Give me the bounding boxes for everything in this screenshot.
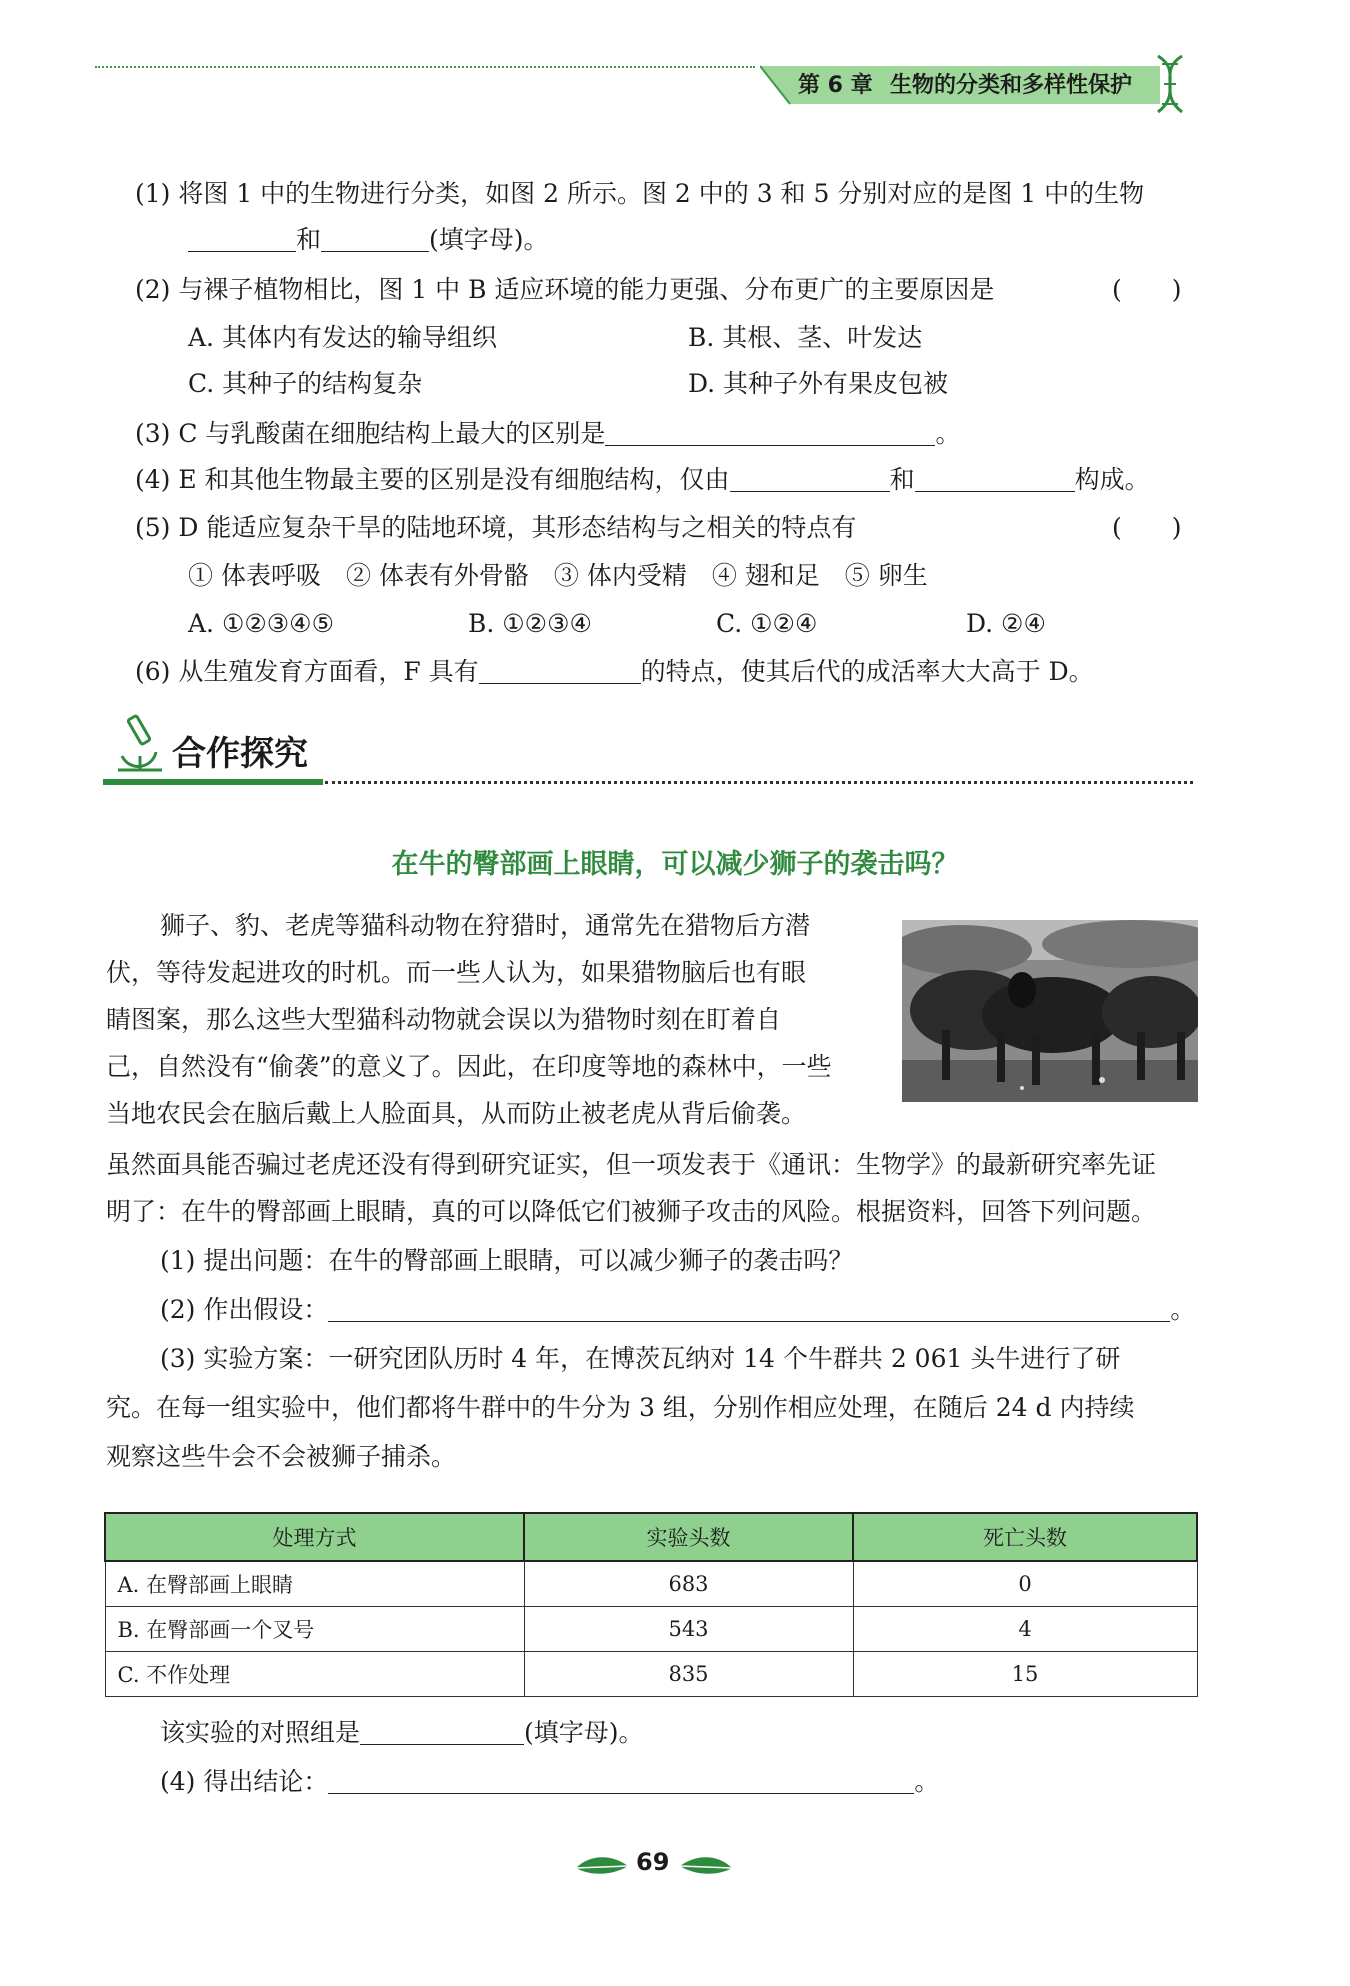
question-2-option-c: C. 其种子的结构复杂 [188,369,423,398]
question-4-text: (4) E 和其他生物最主要的区别是没有细胞结构，仅由 [135,465,730,494]
question-5: (5) D 能适应复杂干旱的陆地环境，其形态结构与之相关的特点有 [135,513,857,542]
inquiry-question-3-line2: 究。在每一组实验中，他们都将牛群中的牛分为 3 组，分别作相应处理，在随后 24 d 内持续 [106,1393,1135,1422]
section-title: 合作探究 [172,734,308,774]
control-group-text: 该实验的对照组是 [160,1718,361,1747]
question-6-text: (6) 从生殖发育方面看，F 具有 [135,657,479,686]
passage-line-4: 己，自然没有“偷袭”的意义了。因此，在印度等地的森林中，一些 [106,1052,832,1081]
control-group-end: (填字母)。 [524,1718,644,1747]
question-4-and: 和 [889,465,915,494]
cattle-photo [902,920,1198,1102]
question-3-end: 。 [935,419,961,448]
passage-line-6: 虽然面具能否骗过老虎还没有得到研究证实，但一项发表于《通讯：生物学》的最新研究率先证 [106,1150,1157,1179]
table-cell-deaths: 15 [853,1652,1197,1697]
chapter-title: 生物的分类和多样性保护 [890,73,1133,98]
question-5-option-a: A. ①②③④⑤ [188,609,335,638]
question-4 [135,462,1150,498]
answer-blank-q4b[interactable] [915,465,1075,492]
table-row [105,1561,1197,1607]
answer-blank-q6[interactable] [479,657,641,684]
question-1-and: 和 [296,225,322,254]
microscope-icon [112,712,168,776]
answer-blank-q4a[interactable] [730,465,890,492]
table-row [105,1607,1197,1652]
passage-line-3: 睛图案，那么这些大型猫科动物就会误以为猎物时刻在盯着自 [106,1005,782,1034]
question-1-end: (填字母)。 [429,225,549,254]
inquiry-question-4-end: 。 [914,1767,940,1796]
passage-line-5: 当地农民会在脑后戴上人脸面具，从而防止被老虎从背后偷袭。 [106,1099,807,1128]
question-3 [135,416,960,452]
inquiry-question-3-line3: 观察这些牛会不会被狮子捕杀。 [106,1442,457,1471]
table-cell-deaths: 0 [853,1561,1197,1607]
inquiry-question-1: (1) 提出问题：在牛的臀部画上眼睛，可以减少狮子的袭击吗？ [160,1246,854,1275]
question-5-answer-paren[interactable]: ( ) [1112,513,1182,542]
inquiry-question-2-text: (2) 作出假设： [160,1295,329,1324]
header-dotted-rule [95,66,755,68]
table-header-deaths: 死亡头数 [853,1513,1197,1561]
table-cell-treatment: C. 不作处理 [105,1652,524,1697]
inquiry-question-4-text: (4) 得出结论： [160,1767,329,1796]
question-3-text: (3) C 与乳酸菌在细胞结构上最大的区别是 [135,419,606,448]
experiment-table [104,1512,1198,1697]
table-cell-count: 683 [524,1561,853,1607]
section-subtitle: 在牛的臀部画上眼睛，可以减少狮子的袭击吗？ [391,849,959,880]
table-cell-treatment: A. 在臀部画上眼睛 [105,1561,524,1607]
question-6-end: 的特点，使其后代的成活率大大高于 D。 [640,657,1094,686]
dna-icon [1150,52,1190,116]
table-row [105,1652,1197,1697]
table-header-row [105,1513,1197,1561]
passage-line-2: 伏，等待发起进攻的时机。而一些人认为，如果猎物脑后也有眼 [106,958,807,987]
question-5-option-b: B. ①②③④ [468,609,592,638]
control-group-question [160,1715,644,1751]
inquiry-question-2-end: 。 [1170,1295,1196,1324]
question-1-line2 [188,222,549,258]
question-2-answer-paren[interactable]: ( ) [1112,275,1182,304]
table-cell-treatment: B. 在臀部画一个叉号 [105,1607,524,1652]
inquiry-question-3-line1: (3) 实验方案：一研究团队历时 4 年，在博茨瓦纳对 14 个牛群共 2 061 头牛进行了研 [160,1344,1121,1373]
section-title-underline [103,779,323,785]
answer-blank-q3[interactable] [605,419,935,446]
page-number: 69 [636,1848,670,1876]
control-group-blank[interactable] [360,1718,524,1745]
passage-line-1: 狮子、豹、老虎等猫科动物在狩猎时，通常先在猎物后方潜 [160,911,811,940]
question-2: (2) 与裸子植物相比，图 1 中 B 适应环境的能力更强、分布更广的主要原因是 [135,275,995,304]
question-5-option-c: C. ①②④ [716,609,818,638]
question-4-end: 构成。 [1074,465,1150,494]
leaf-right-icon [676,1848,736,1882]
passage-line-7: 明了：在牛的臀部画上眼睛，真的可以降低它们被狮子攻击的风险。根据资料，回答下列问题。 [106,1197,1157,1226]
inquiry-question-4 [160,1764,939,1800]
question-5-items: ① 体表呼吸 ② 体表有外骨骼 ③ 体内受精 ④ 翅和足 ⑤ 卵生 [188,561,928,590]
conclusion-blank[interactable] [328,1767,914,1794]
question-2-option-a: A. 其体内有发达的输导组织 [188,323,497,352]
table-cell-deaths: 4 [853,1607,1197,1652]
table-header-count: 实验头数 [524,1513,853,1561]
question-6 [135,654,1094,690]
hypothesis-blank[interactable] [328,1295,1170,1322]
answer-blank-q1b[interactable] [321,225,429,252]
section-dotted-rule [325,781,1193,784]
question-5-option-d: D. ②④ [966,609,1046,638]
inquiry-question-2 [160,1292,1195,1328]
table-header-treatment: 处理方式 [105,1513,524,1561]
table-cell-count: 835 [524,1652,853,1697]
question-2-option-b: B. 其根、茎、叶发达 [688,323,923,352]
table-cell-count: 543 [524,1607,853,1652]
chapter-number: 第 6 章 [798,73,873,98]
question-2-option-d: D. 其种子外有果皮包被 [688,369,949,398]
question-1-line1: (1) 将图 1 中的生物进行分类，如图 2 所示。图 2 中的 3 和 5 分别对应的是图 1 中的生物 [135,179,1145,208]
answer-blank-q1a[interactable] [188,225,296,252]
leaf-left-icon [572,1848,632,1882]
